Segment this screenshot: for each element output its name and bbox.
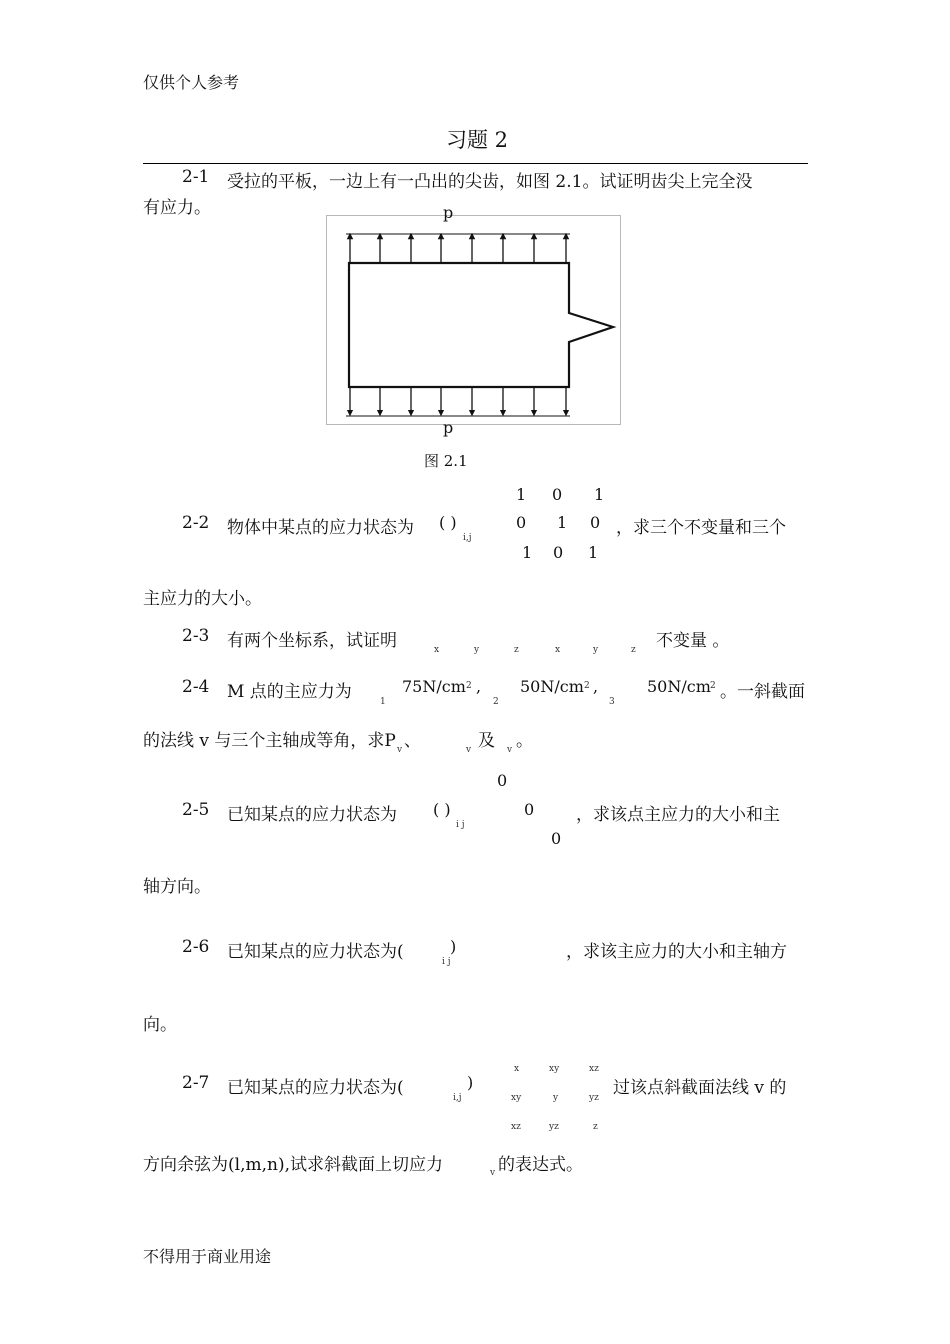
- problem-2-2-tail: ，求三个不变量和三个: [616, 518, 786, 538]
- paren-close: ): [467, 1073, 474, 1092]
- problem-2-5-label: 2-5: [182, 800, 210, 820]
- problem-2-7-text-cont: 方向余弦为(l,m,n),试求斜截面上切应力: [143, 1155, 443, 1175]
- problem-2-5-tail: ，求该点主应力的大小和主: [576, 805, 780, 825]
- matrix-cell: 1: [588, 543, 599, 562]
- conjunction: 及: [478, 731, 495, 751]
- separator: 、: [404, 731, 421, 751]
- index-subscript: i j: [456, 820, 465, 830]
- matrix-cell: 0: [553, 543, 564, 562]
- problem-2-5-text: 已知某点的应力状态为: [227, 805, 397, 825]
- stress-tensor-paren: ( ): [433, 800, 451, 819]
- principal-subscript: 2: [493, 697, 499, 707]
- bottom-load-arrows: [346, 387, 570, 416]
- problem-2-4-text-cont: 的法线 v 与三个主轴成等角，求P: [143, 731, 396, 751]
- axis-subscript: z: [514, 645, 519, 655]
- stress-tensor-paren: ( ): [439, 513, 457, 532]
- title-rule: [143, 163, 808, 164]
- matrix-cell: 1: [594, 485, 605, 504]
- page-title: 习题 2: [446, 128, 509, 152]
- problem-2-6-text: 已知某点的应力状态为(: [227, 942, 404, 962]
- problem-2-4-label: 2-4: [182, 677, 210, 697]
- load-label-top: p: [443, 203, 454, 222]
- matrix-cell: xy: [511, 1093, 522, 1103]
- normal-subscript: v: [466, 745, 472, 755]
- axis-subscript: y: [474, 645, 480, 655]
- problem-2-2-label: 2-2: [182, 513, 210, 533]
- top-load-arrows: [346, 234, 570, 263]
- problem-2-4-text: M 点的主应力为: [227, 682, 352, 702]
- problem-2-3-label: 2-3: [182, 626, 210, 646]
- normal-subscript: v: [507, 745, 513, 755]
- problem-2-4-tail: 。一斜截面: [720, 682, 805, 702]
- principal-subscript: 3: [609, 697, 615, 707]
- plate-outline: [349, 263, 613, 387]
- axis-subscript: x: [555, 645, 561, 655]
- matrix-cell: 0: [552, 485, 563, 504]
- problem-2-2-text-cont: 主应力的大小。: [143, 589, 262, 609]
- load-label-bottom: p: [443, 418, 454, 437]
- problem-2-7-text-end: 的表达式。: [498, 1155, 583, 1175]
- matrix-cell: 1: [557, 513, 568, 532]
- principal-stress-2: 50N/cm: [520, 677, 584, 696]
- figure-caption: 图 2.1: [424, 452, 468, 470]
- paren-close: ): [450, 937, 457, 956]
- unit-superscript: 2: [584, 681, 590, 691]
- header-note: 仅供个人参考: [143, 73, 240, 92]
- matrix-cell: 0: [524, 800, 535, 819]
- matrix-cell: yz: [589, 1093, 599, 1103]
- matrix-cell: 0: [516, 513, 527, 532]
- matrix-cell: xz: [511, 1122, 521, 1132]
- matrix-cell: 0: [551, 829, 562, 848]
- matrix-cell: y: [553, 1093, 559, 1103]
- matrix-cell: x: [514, 1064, 520, 1074]
- period: 。: [516, 731, 533, 751]
- matrix-cell: xz: [589, 1064, 599, 1074]
- problem-2-7-text: 已知某点的应力状态为(: [227, 1078, 404, 1098]
- problem-2-1-text: 受拉的平板，一边上有一凸出的尖齿，如图 2.1。试证明齿尖上完全没: [227, 172, 753, 192]
- matrix-cell: 0: [497, 771, 508, 790]
- problem-2-3-text: 有两个坐标系，试证明: [227, 631, 397, 651]
- problem-2-1-text-cont: 有应力。: [143, 198, 211, 218]
- matrix-cell: xy: [549, 1064, 560, 1074]
- matrix-cell: 0: [590, 513, 601, 532]
- problem-2-6-label: 2-6: [182, 937, 210, 957]
- principal-stress-1: 75N/cm: [402, 677, 466, 696]
- axis-subscript: x: [434, 645, 440, 655]
- matrix-cell: 1: [516, 485, 527, 504]
- axis-subscript: y: [593, 645, 599, 655]
- principal-subscript: 1: [380, 697, 386, 707]
- footer-note: 不得用于商业用途: [143, 1247, 272, 1266]
- problem-2-3-tail: 不变量 。: [656, 631, 730, 651]
- problem-2-5-text-cont: 轴方向。: [143, 877, 211, 897]
- normal-subscript: v: [490, 1168, 496, 1178]
- matrix-cell: 1: [522, 543, 533, 562]
- problem-2-7-tail: 过该点斜截面法线 v 的: [613, 1078, 787, 1098]
- separator: ,: [593, 677, 599, 696]
- problem-2-1-label: 2-1: [182, 167, 210, 187]
- index-subscript: i,j: [453, 1093, 462, 1103]
- normal-subscript: v: [397, 745, 403, 755]
- problem-2-6-text-cont: 向。: [143, 1015, 177, 1035]
- principal-stress-3: 50N/cm: [647, 677, 711, 696]
- matrix-cell: z: [593, 1122, 598, 1132]
- problem-2-2-text: 物体中某点的应力状态为: [227, 518, 414, 538]
- unit-superscript: 2: [466, 681, 472, 691]
- matrix-cell: yz: [549, 1122, 559, 1132]
- problem-2-7-label: 2-7: [182, 1073, 210, 1093]
- separator: ,: [476, 677, 482, 696]
- problem-2-6-tail: ，求该主应力的大小和主轴方: [566, 942, 787, 962]
- figure-2-1: [326, 215, 621, 425]
- axis-subscript: z: [631, 645, 636, 655]
- index-subscript: i,j: [463, 533, 472, 543]
- unit-superscript: 2: [710, 681, 716, 691]
- index-subscript: i j: [442, 957, 451, 967]
